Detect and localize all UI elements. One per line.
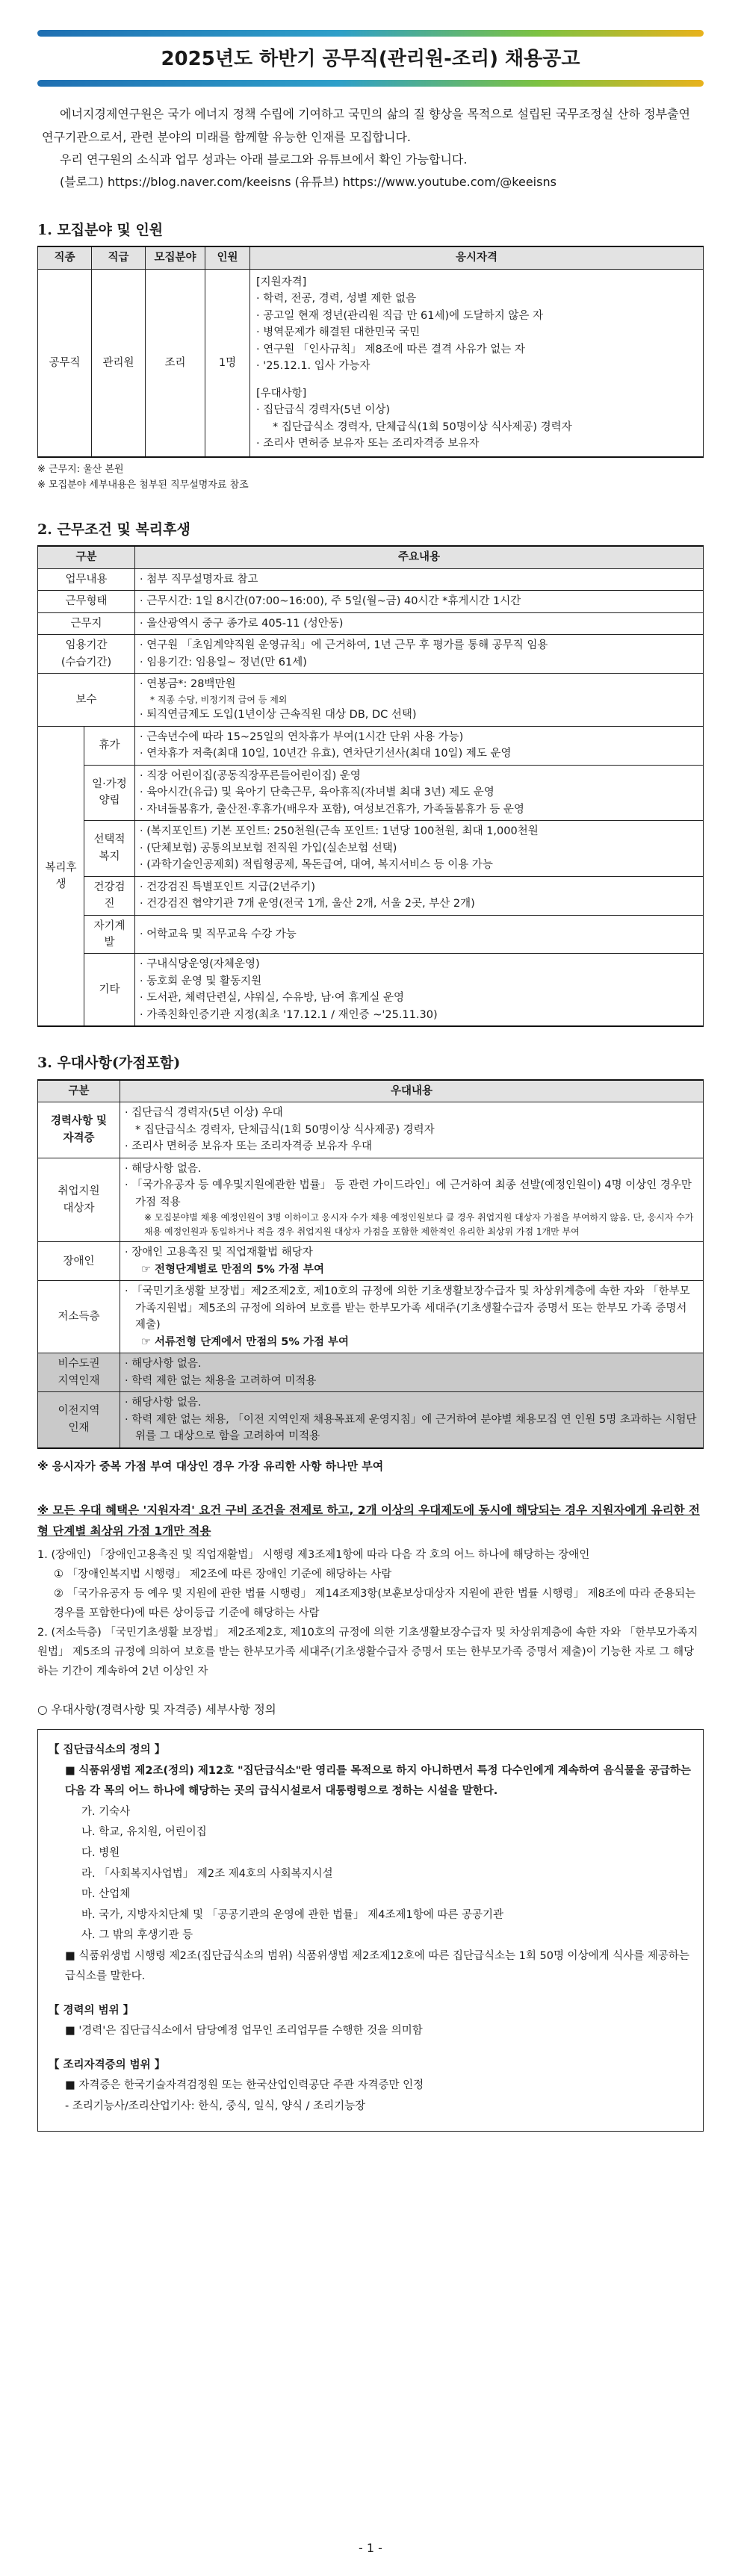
pay-note: * 직종 수당, 비정기적 급여 등 제외: [150, 694, 288, 705]
label-veteran: 취업지원 대상자: [38, 1158, 120, 1242]
etc-text: · 가족친화인증기관 지정(최초 '17.12.1 / 재인증 ~'25.11.30): [140, 1007, 698, 1023]
col-qual: 응시자격: [250, 246, 704, 269]
label-etc: 기타: [84, 954, 135, 1026]
detail-p3: '경력'은 집단급식소에서 담당예정 업무인 조리업무를 수행한 것을 의미함: [78, 2025, 423, 2037]
health-text: · 건강검진 협약기관 7개 운영(전국 1개, 울산 2개, 서울 2곳, 부산 2개): [140, 896, 698, 912]
pref-list: [256, 402, 697, 418]
intro-links[interactable]: (블로그) https://blog.naver.com/keeisns (유튜브) https://www.youtube.com/@keeisns: [60, 175, 556, 190]
label-disabled: 장애인: [38, 1242, 120, 1281]
conditions-table: [37, 545, 704, 1027]
detail-p2: 식품위생법 시행령 제2조(집단급식소의 범위) 식품위생법 제2조제12호에 따른 집단급식소는 1회 50명 이상에게 식사를 제공하는 급식소를 말한다.: [65, 1949, 689, 1983]
label-welfare: 복리후생: [38, 726, 84, 1026]
detail-list-item: 나. 학교, 유치원, 어린이집: [81, 1826, 207, 1839]
optional-text: · (복지포인트) 기본 포인트: 250천원(근속 포인트: 1년당 100천원, 최대 1,000천원: [140, 823, 698, 839]
cell-field: 조리: [146, 269, 205, 457]
family-text: · 육아시간(유급) 및 육아기 단축근무, 육아휴직(자녀별 최대 3년) 제도 운영: [140, 784, 698, 801]
col-category: 구분: [38, 546, 135, 568]
detail-list-item: 바. 국가, 지방자치단체 및 「공공기관의 운영에 관한 법률」 제4조제1항에 따른 공공기관: [81, 1908, 503, 1921]
pref-title: [우대사항]: [256, 387, 307, 400]
intro: [37, 103, 704, 194]
section1-notes: [37, 462, 704, 494]
detail-p5: - 조리기능사/조리산업기사: 한식, 중식, 일식, 양식 / 조리기능장: [65, 2100, 366, 2113]
region-text: · 학력 제한 없는 채용을 고려하여 미적용: [125, 1373, 698, 1389]
detail-list-item: 다. 병원: [81, 1847, 120, 1860]
detail-p4: 자격증은 한국기술자격검정원 또는 한국산업인력공단 주관 자격증만 인정: [78, 2079, 424, 2092]
detail-h3: 【 조리자격증의 범위 】: [49, 2058, 166, 2071]
label-optional: 선택적 복지: [84, 821, 135, 876]
label-duty: 업무내용: [38, 568, 135, 590]
cell-grade: 관리원: [92, 269, 146, 457]
bullet-icon: ■: [65, 2025, 79, 2037]
detail-heading: ○ 우대사항(경력사항 및 자격증) 세부사항 정의: [37, 1703, 276, 1717]
lowincome-bonus: ☞ 서류전형 단계에서 만점의 5% 가점 부여: [141, 1335, 350, 1348]
qual-item: · 공고일 현재 정년(관리원 직급 만 61세)에 도달하지 않은 자: [256, 308, 697, 324]
notice-item-1b: ② 「국가유공자 등 예우 및 지원에 관한 법률 시행령」 제14조제3항(보훈보상대상자 지원에 관한 법률 시행령」 제8조에 따라 준용되는 경우를 포함한다)에 따른 상이등급 기준에 해당하는 사람: [54, 1587, 696, 1619]
bullet-icon: ■: [65, 1764, 79, 1777]
career-text: · 조리사 면허증 보유자 또는 조리자격증 보유자 우대: [125, 1138, 698, 1155]
duplicate-note: ※ 응시자가 중복 가점 부여 대상인 경우 가장 유리한 사항 하나만 부여: [37, 1459, 384, 1473]
career-text: · 집단급식 경력자(5년 이상) 우대: [125, 1105, 698, 1121]
region-text: · 해당사항 없음.: [125, 1356, 698, 1372]
notice-main: ※ 모든 우대 혜택은 '지원자격' 요건 구비 조건을 전제로 하고, 2개 이상의 우대제도에 동시에 해당되는 경우 지원자에게 유리한 전형 단계별 최상위 가점 1개만 적용: [37, 1503, 701, 1538]
etc-text: · 동호회 운영 및 활동지원: [140, 973, 698, 990]
veteran-text: · 해당사항 없음.: [125, 1161, 698, 1177]
title-bar-top: [37, 30, 704, 37]
label-self: 자기계발: [84, 915, 135, 954]
intro-text-1: 에너지경제연구원은 국가 에너지 정책 수립에 기여하고 국민의 삶의 질 향상을 목적으로 설립된 국무조정실 산하 정부출연연구기관으로서, 관련 분야의 미래를 함께할 유능한 인재를 모집합니다.: [42, 107, 691, 144]
pay-text: · 연봉금*: 28백만원: [140, 676, 698, 692]
leave-text: · 근속년수에 따라 15~25일의 연차휴가 부여(1시간 단위 사용 가능): [140, 729, 698, 745]
place-text: · 울산광역시 중구 종가로 405-11 (성안동): [140, 615, 698, 632]
qual-item: · 연구원 「인사규칙」 제8조에 따른 결격 사유가 없는 자: [256, 341, 697, 358]
note-item: ※ 근무지: 울산 본원: [37, 464, 124, 476]
detail-h1: 【 집단급식소의 정의 】: [49, 1744, 166, 1757]
label-health: 건강검진: [84, 876, 135, 915]
preference-table: [37, 1079, 704, 1449]
label-career: 경력사항 및 자격증: [38, 1102, 120, 1158]
detail-box: [37, 1729, 704, 2131]
detail-h2: 【 경력의 범위 】: [49, 2004, 134, 2017]
period-text: · 임용기간: 임용일~ 정년(만 61세): [140, 654, 698, 671]
col-grade: 직급: [92, 246, 146, 269]
qual-item: · 병역문제가 해결된 대한민국 국민: [256, 324, 697, 341]
health-text: · 건강검진 특별포인트 지급(2년주기): [140, 879, 698, 896]
optional-text: · (과학기술인공제회) 적립형공제, 목돈급여, 대여, 복지서비스 등 이용 가능: [140, 857, 698, 873]
notice-item-2: 2. (저소득층) 「국민기초생활 보장법」 제2조제2호, 제10호의 규정에 의한 기초생활보장수급자 및 차상위계층에 속한 자와 「한부모가족지원법」 제5조의 규정에 의하여 보호를 받는 한부모가족 세대주(기초생활수급자 증명서 또는 한부모가족 증명서 제출)이 기능한 자로 그 해당하는 기간이 계속하여 2년 이상인 자: [37, 1626, 698, 1678]
detail-list-item: 마. 산업체: [81, 1888, 131, 1901]
title-bar-bottom: [37, 80, 704, 87]
intro-text-2: 우리 연구원의 소식과 업무 성과는 아래 블로그와 유튜브에서 확인 가능합니다.: [60, 152, 468, 167]
career-sub: * 집단급식소 경력자, 단체급식(1회 50명이상 식사제공) 경력자: [135, 1123, 435, 1136]
label-family: 일·가정양립: [84, 765, 135, 820]
pref-item: · 조리사 면허증 보유자 또는 조리자격증 보유자: [256, 435, 697, 452]
label-place: 근무지: [38, 612, 135, 634]
label-lowincome: 저소득층: [38, 1281, 120, 1353]
disabled-bonus: ☞ 전형단계별로 만점의 5% 가점 부여: [141, 1263, 324, 1276]
pref-sub: * 집단급식소 경력자, 단체급식(1회 50명이상 식사제공) 경력자: [273, 420, 572, 433]
col-count: 인원: [205, 246, 250, 269]
qual-list: [256, 291, 697, 374]
veteran-text: · 「국가유공자 등 예우및지원에관한 법률」 등 관련 가이드라인」에 근거하여 최종 선발(예정인원이) 4명 이상인 경우만 가점 적용: [125, 1177, 698, 1211]
section3-heading: 3. 우대사항(가점포함): [37, 1055, 181, 1072]
label-region: 비수도권 지역인재: [38, 1353, 120, 1392]
notice-item-1a: ① 「장애인복지법 시행령」 제2조에 따른 장애인 기준에 해당하는 사람: [54, 1568, 392, 1580]
bullet-icon: ■: [65, 2079, 79, 2092]
cell-qual: [250, 269, 704, 457]
duty-text: · 첨부 직무설명자료 참고: [140, 571, 698, 588]
cell-type: 공무직: [38, 269, 92, 457]
detail-list-item: 가. 기숙사: [81, 1805, 131, 1818]
etc-text: · 도서관, 체력단련실, 샤워실, 수유방, 남·여 휴게실 운영: [140, 990, 698, 1006]
label-pay: 보수: [38, 674, 135, 727]
bullet-icon: ■: [65, 1949, 79, 1962]
section2-heading: 2. 근무조건 및 복리후생: [37, 521, 190, 539]
recruit-table: [37, 246, 704, 458]
page-title: 2025년도 하반기 공무직(관리원-조리) 채용공고: [161, 48, 580, 70]
detail-list-item: 사. 그 밖의 후생기관 등: [81, 1929, 193, 1942]
qual-title: [지원자격]: [256, 276, 307, 288]
section1-heading: 1. 모집분야 및 인원: [37, 221, 164, 238]
col-content: 주요내용: [135, 546, 704, 568]
qual-item: · 학력, 전공, 경력, 성별 제한 없음: [256, 291, 697, 307]
detail-p1: 식품위생법 제2조(정의) 제12호 "집단급식소"란 영리를 목적으로 하지 아니하면서 특정 다수인에게 계속하여 음식물을 공급하는 다음 각 목의 어느 하나에 해당하는 곳의 급식시설로서 대통령령으로 정하는 시설을 말한다.: [65, 1764, 691, 1798]
leave-text: · 연차휴가 저축(최대 10일, 10년간 유효), 연차단기선사(최대 10일) 제도 운영: [140, 745, 698, 762]
label-form: 근무형태: [38, 591, 135, 612]
period-text: · 연구원 「초임계약직원 운영규칙」에 근거하여, 1년 근무 후 평가를 통해 공무직 임용: [140, 637, 698, 654]
pref-item: · 집단급식 경력자(5년 이상): [256, 402, 697, 418]
etc-text: · 구내식당운영(자체운영): [140, 956, 698, 972]
cell-count: 1명: [205, 269, 250, 457]
label-leave: 휴가: [84, 726, 135, 765]
notice-item-1: 1. (장애인) 「장애인고용촉진 및 직업재활법」 시행령 제3조제1항에 따라 다음 각 호의 어느 하나에 해당하는 장애인: [37, 1548, 590, 1561]
note-item: ※ 모집분야 세부내용은 첨부된 직무설명자료 참조: [37, 479, 249, 491]
pay-text: · 퇴직연금제도 도입(1년이상 근속직원 대상 DB, DC 선택): [140, 707, 698, 723]
label-relocation: 이전지역 인재: [38, 1392, 120, 1448]
qual-item: · '25.12.1. 입사 가능자: [256, 358, 697, 374]
disabled-text: · 장애인 고용촉진 및 직업재활법 해당자: [125, 1244, 698, 1261]
veteran-note: ※ 모집분야별 채용 예정인원이 3명 이하이고 응시자 수가 채용 예정인원보다 클 경우 취업지원 대상자 가점을 부여하지 않음. 단, 응시자 수가 채용 예정인원과 동일하거나 적을 경우 취업지원 대상자 가점을 포함한 제한적인 유리한 최상위 가점 1개만 부여: [144, 1212, 694, 1238]
family-text: · 직장 어린이집(공동직장푸른들어린이집) 운영: [140, 768, 698, 784]
col-pref-content: 우대내용: [120, 1080, 704, 1102]
form-text: · 근무시간: 1일 8시간(07:00~16:00), 주 5일(월~금) 40시간 *휴게시간 1시간: [140, 593, 698, 609]
optional-text: · (단체보험) 공통의보보험 전직원 가입(실손보험 선택): [140, 840, 698, 857]
self-text: · 어학교육 및 직무교육 수강 가능: [140, 926, 698, 943]
col-pref-category: 구분: [38, 1080, 120, 1102]
notice: [37, 1500, 704, 1681]
family-text: · 자녀돌봄휴가, 출산전·후휴가(배우자 포함), 여성보건휴가, 가족돌봄휴가 등 운영: [140, 801, 698, 818]
detail-list-item: 라. 「사회복지사업법」 제2조 제4호의 사회복지시설: [81, 1867, 333, 1880]
relocation-text: · 학력 제한 없는 채용, 「이전 지역인재 채용목표제 운영지침」에 근거하여 분야별 채용모집 연 인원 5명 초과하는 시험단위를 그 대상으로 함을 고려하여 미적용: [125, 1412, 698, 1445]
page-number: - 1 -: [359, 2541, 382, 2555]
label-period: 임용기간 (수습기간): [38, 635, 135, 674]
col-type: 직종: [38, 246, 92, 269]
relocation-text: · 해당사항 없음.: [125, 1394, 698, 1411]
lowincome-text: · 「국민기초생활 보장법」제2조제2호, 제10호의 규정에 의한 기초생활보장수급자 및 차상위계층에 속한 자와 「한부모가족지원법」제5조의 규정에 의하여 보호를 받는 한부모가족 세대주(기초생활수급자 증명서 또는 한부모 가족 증명서 제출): [125, 1283, 698, 1333]
col-field: 모집분야: [146, 246, 205, 269]
